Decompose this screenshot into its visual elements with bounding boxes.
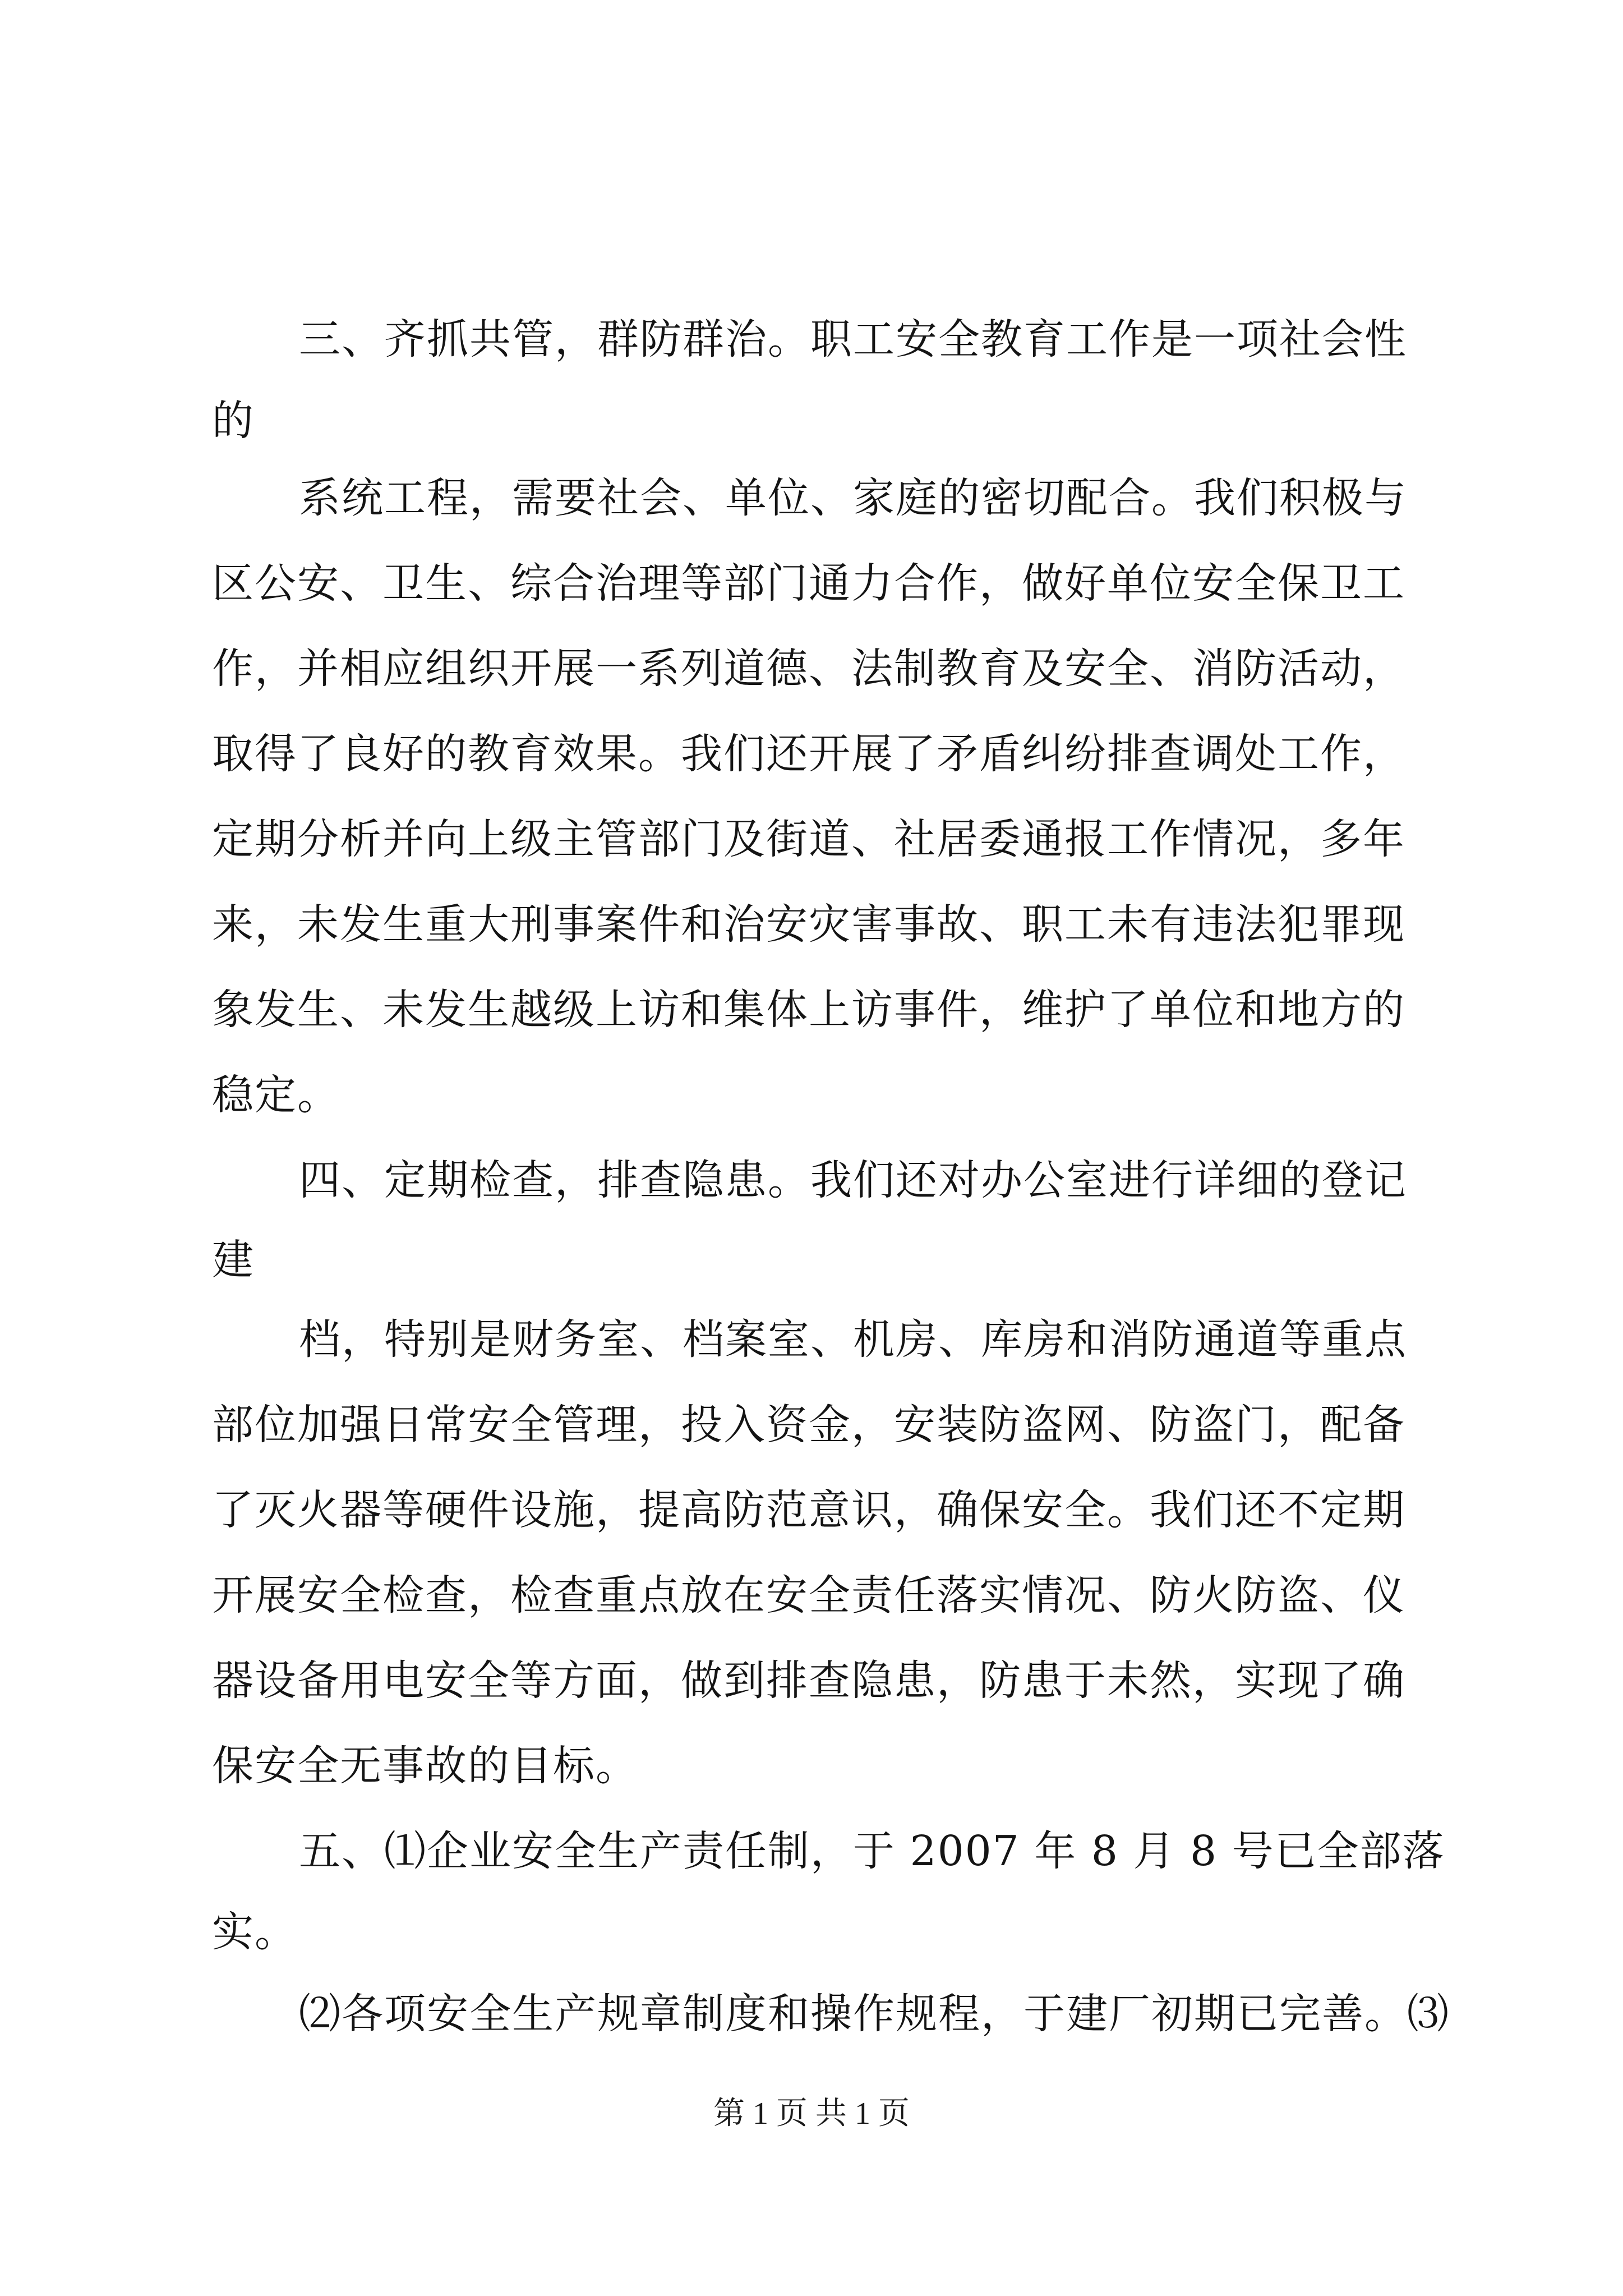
paragraph-line: 作，并相应组织开展一系列道德、法制教育及安全、消防活动， [212,645,1405,693]
paragraph-line: 稳定。 [212,1071,340,1119]
paragraph-line: 实。 [212,1908,297,1956]
paragraph-line: 来，未发生重大刑事案件和治安灾害事故、职工未有违法犯罪现 [212,900,1405,949]
paragraph-line: 档，特别是财务室、档案室、机房、库房和消防通道等重点 [299,1315,1407,1364]
paragraph-line: 定期分析并向上级主管部门及街道、社居委通报工作情况，多年 [212,815,1405,863]
paragraph-line: 的 [212,397,255,445]
paragraph-line: 三、齐抓共管，群防群治。职工安全教育工作是一项社会性 [299,315,1407,364]
paragraph-line: 开展安全检查，检查重点放在安全责任落实情况、防火防盗、仪 [212,1571,1405,1619]
paragraph-line: 系统工程，需要社会、单位、家庭的密切配合。我们积极与 [299,474,1407,522]
paragraph-line: 象发生、未发生越级上访和集体上访事件，维护了单位和地方的 [212,986,1405,1034]
paragraph-line: 区公安、卫生、综合治理等部门通力合作，做好单位安全保卫工 [212,559,1405,608]
paragraph-line: 保安全无事故的目标。 [212,1742,638,1790]
paragraph-line: 四、定期检查，排查隐患。我们还对办公室进行详细的登记 [299,1156,1407,1204]
paragraph-line: 取得了良好的教育效果。我们还开展了矛盾纠纷排查调处工作， [212,730,1405,778]
page-footer: 第 1 页 共 1 页 [713,2096,910,2131]
paragraph-line: 建 [212,1236,255,1284]
paragraph-line: 五、⑴企业安全生产责任制，于 2007 年 8 月 8 号已全部落 [299,1827,1445,1875]
paragraph-line: 部位加强日常安全管理，投入资金，安装防盗网、防盗门，配备 [212,1401,1405,1449]
paragraph-line: ⑵各项安全生产规章制度和操作规程，于建厂初期已完善。⑶ [299,1990,1450,2038]
paragraph-line: 器设备用电安全等方面，做到排查隐患，防患于未然，实现了确 [212,1657,1405,1705]
paragraph-line: 了灭火器等硬件设施，提高防范意识，确保安全。我们还不定期 [212,1486,1405,1534]
